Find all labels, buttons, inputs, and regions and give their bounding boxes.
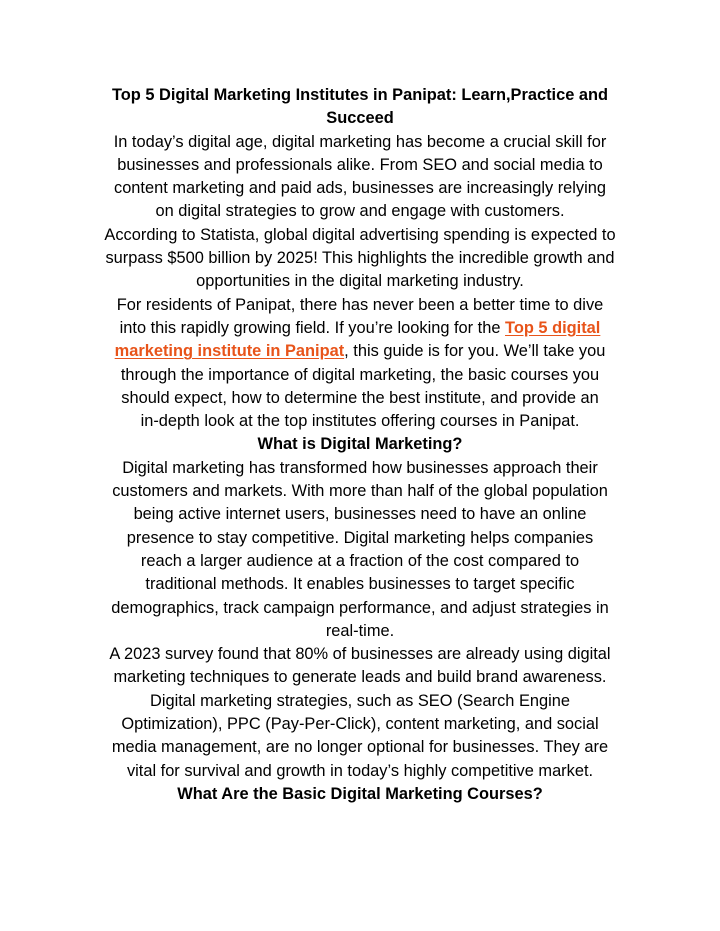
intro-line: According to Statista, global digital advertising spending is expected to bbox=[104, 225, 616, 244]
section-body-line: Digital marketing strategies, such as SEO (Search Engine bbox=[150, 691, 570, 710]
body-text: into this rapidly growing field. If you’re looking for the bbox=[119, 318, 506, 337]
body-line-with-link bbox=[0, 340, 720, 363]
section-body-line: demographics, track campaign performance, and adjust strategies in bbox=[111, 598, 609, 617]
section-body-line: marketing techniques to generate leads and build brand awareness. bbox=[113, 668, 607, 687]
body-line: in-depth look at the top institutes offering courses in Panipat. bbox=[140, 412, 580, 431]
institute-link-part-1[interactable]: Top 5 digital bbox=[505, 318, 601, 337]
intro-line: content marketing and paid ads, businesses are increasingly relying bbox=[114, 179, 606, 198]
section-body-line: vital for survival and growth in today’s highly competitive market. bbox=[126, 761, 594, 780]
section-body-line: Digital marketing has transformed how businesses approach their bbox=[122, 458, 598, 477]
institute-link-part-2[interactable]: marketing institute in Panipat bbox=[114, 342, 345, 361]
document-title-line-2: Succeed bbox=[326, 109, 394, 128]
document-title-line-1: Top 5 Digital Marketing Institutes in Panipat: Learn,Practice and bbox=[111, 86, 609, 104]
section-body-line: traditional methods. It enables businesses to target specific bbox=[145, 575, 575, 594]
section-body-line: real-time. bbox=[325, 621, 395, 640]
section-body-line: A 2023 survey found that 80% of businesses are already using digital bbox=[109, 645, 611, 664]
section-body-line: presence to stay competitive. Digital marketing helps companies bbox=[126, 528, 594, 547]
intro-line: In today’s digital age, digital marketing has become a crucial skill for bbox=[113, 132, 607, 151]
body-line: through the importance of digital marketing, the basic courses you bbox=[120, 365, 600, 384]
section-body-line: reach a larger audience at a fraction of the cost compared to bbox=[140, 551, 580, 570]
intro-line: opportunities in the digital marketing industry. bbox=[196, 272, 524, 291]
section-heading-what-is: What is Digital Marketing? bbox=[257, 435, 463, 454]
body-line: should expect, how to determine the best institute, and provide an bbox=[121, 388, 599, 407]
section-body-line: customers and markets. With more than half of the global population bbox=[112, 482, 608, 501]
document-page bbox=[0, 84, 720, 806]
section-heading-courses: What Are the Basic Digital Marketing Courses? bbox=[177, 784, 543, 803]
body-line-with-link bbox=[0, 317, 720, 340]
section-body-line: media management, are no longer optional for businesses. They are bbox=[111, 738, 609, 757]
section-body-line: being active internet users, businesses need to have an online bbox=[133, 505, 587, 524]
intro-line: businesses and professionals alike. From SEO and social media to bbox=[117, 155, 603, 174]
intro-line: on digital strategies to grow and engage with customers. bbox=[155, 202, 565, 221]
body-text: , this guide is for you. We’ll take you bbox=[344, 342, 606, 361]
section-body-line: Optimization), PPC (Pay-Per-Click), content marketing, and social bbox=[121, 715, 599, 734]
intro-line: surpass $500 billion by 2025! This highlights the incredible growth and bbox=[105, 249, 615, 268]
intro-line: For residents of Panipat, there has never been a better time to dive bbox=[116, 295, 604, 314]
